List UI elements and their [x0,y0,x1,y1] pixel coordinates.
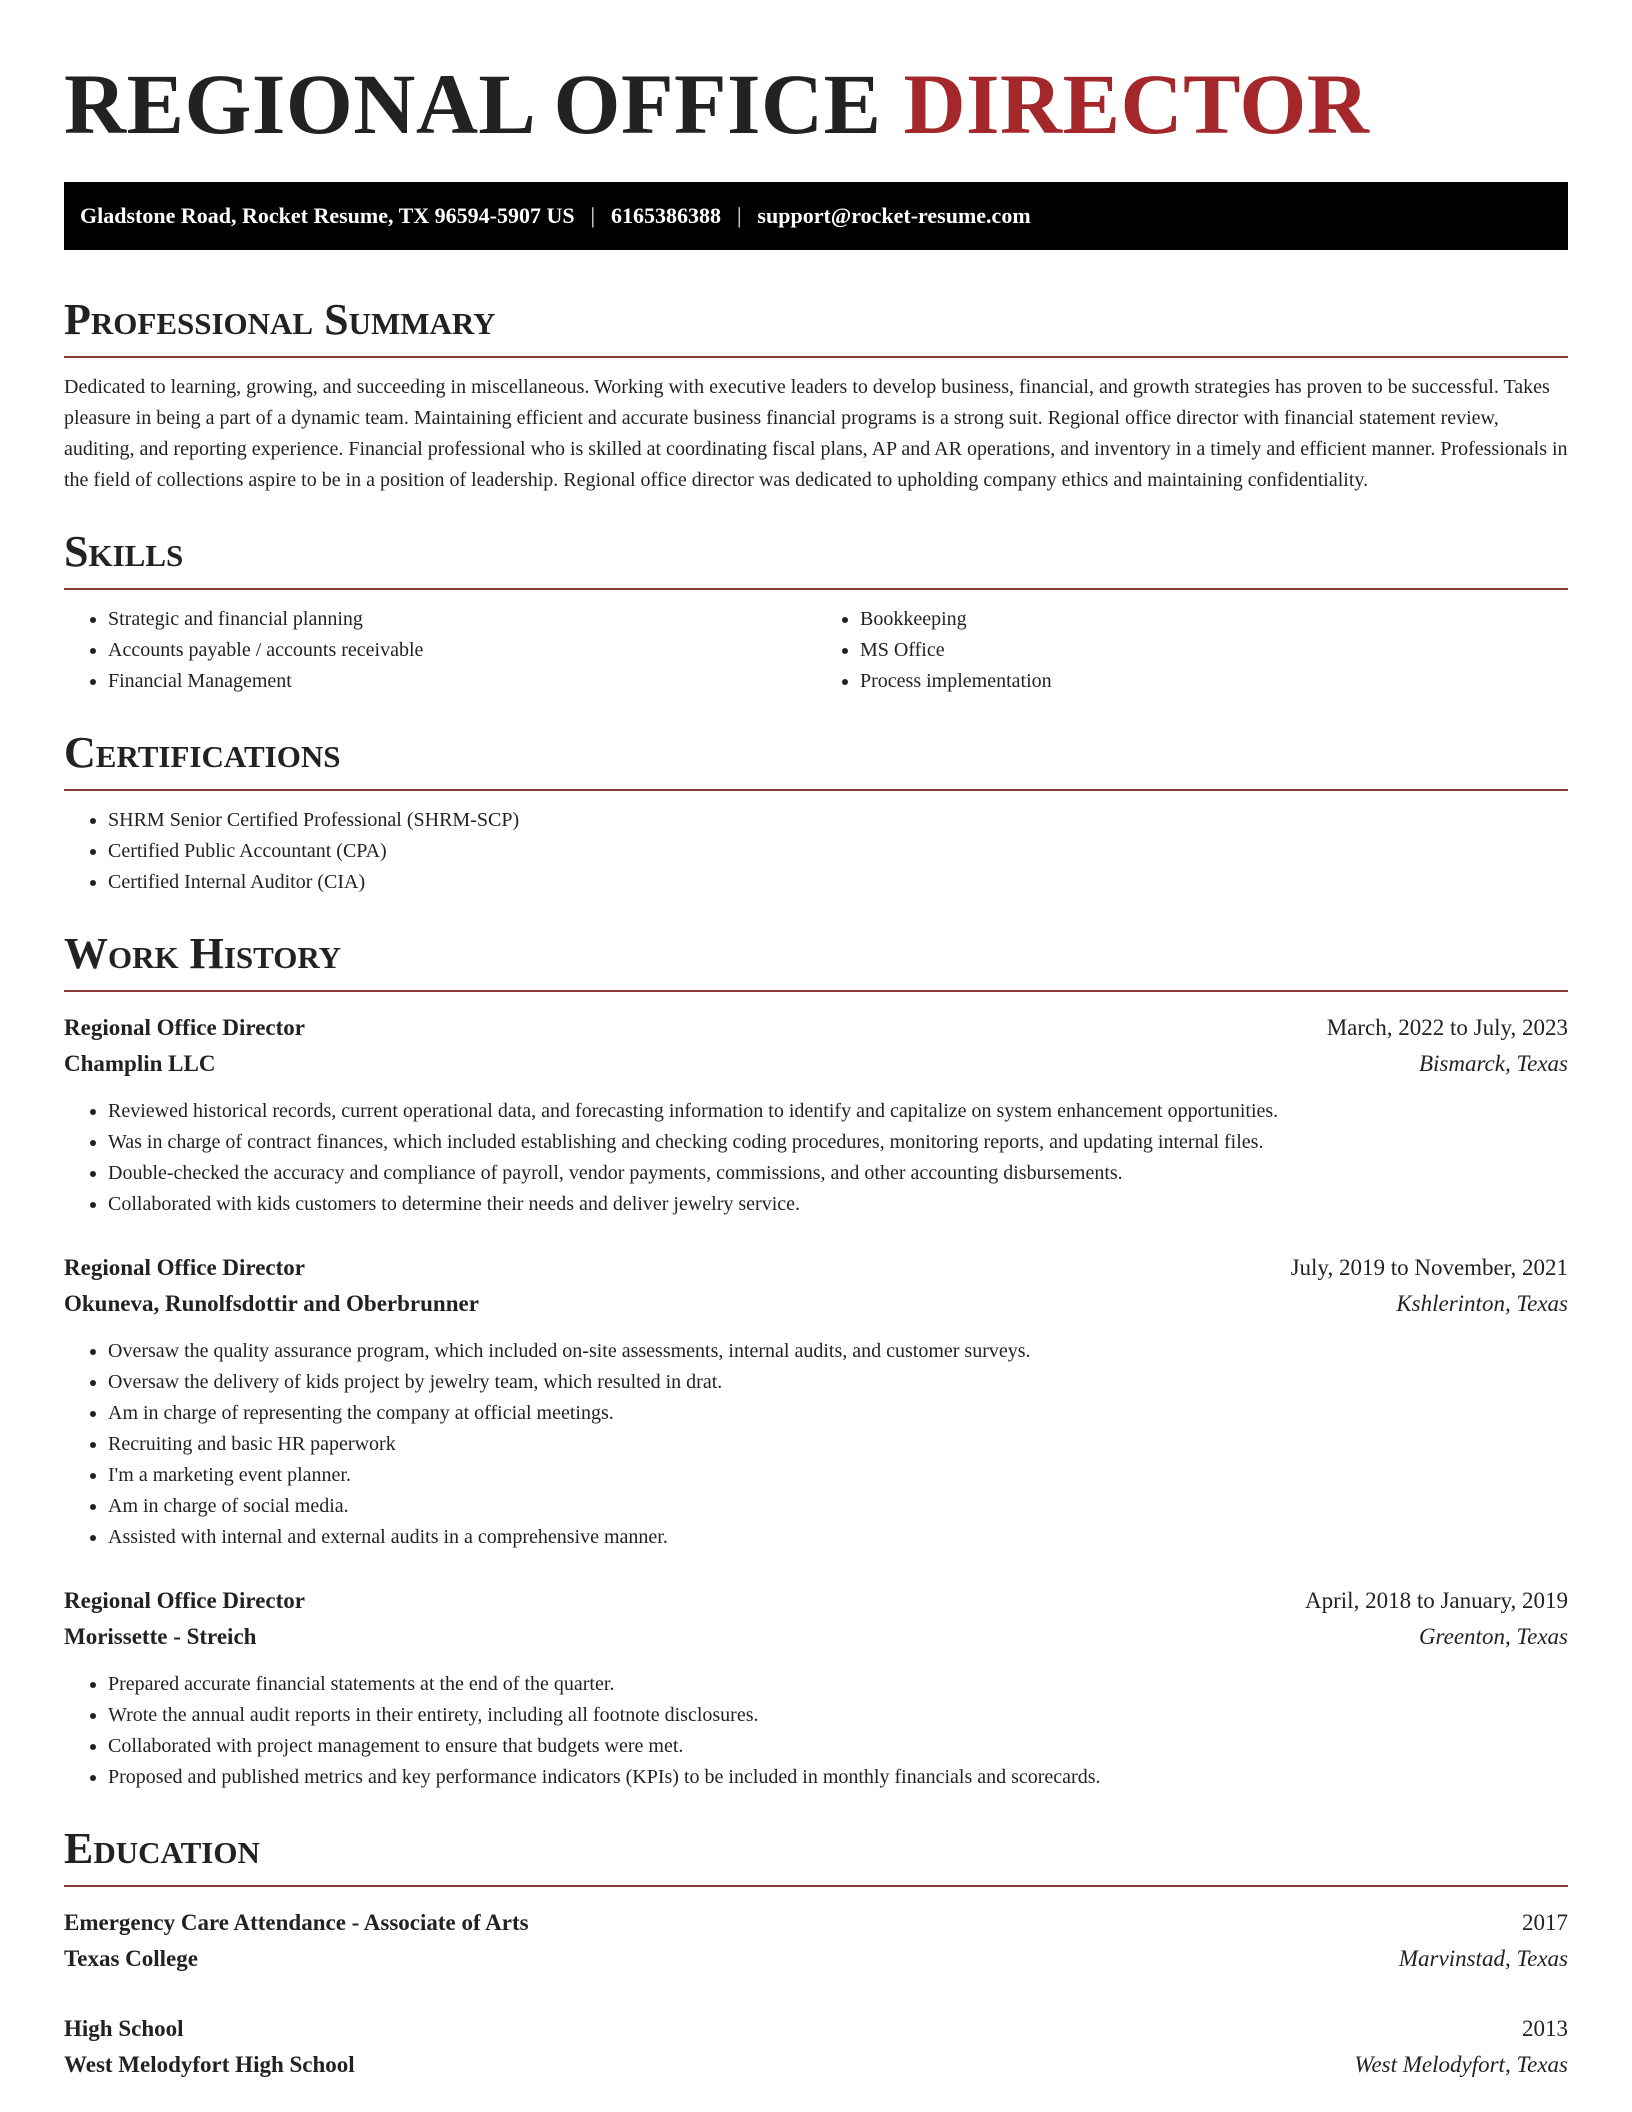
skill-item: • MS Office [860,635,1568,666]
job-duty: • Was in charge of contract finances, which included establishing and checking coding procedures, monitoring reports, and updating internal files. [108,1127,1568,1158]
job-role: Regional Office Director [64,1015,305,1040]
job-duty: • Collaborated with kids customers to determine their needs and deliver jewelry service. [108,1189,1568,1220]
section-divider [64,990,1568,992]
education-entry [64,1905,1568,1977]
certification-item: • SHRM Senior Certified Professional (SHRM-SCP) [108,805,1568,836]
education-subheader [64,1941,1568,1977]
job-duty: • Wrote the annual audit reports in their entirety, including all footnote disclosures. [108,1700,1568,1731]
job-role: Regional Office Director [64,1588,305,1613]
job-duty: • Prepared accurate financial statements at the end of the quarter. [108,1669,1568,1700]
job-entry [64,1250,1568,1553]
job-duty: • Am in charge of social media. [108,1491,1568,1522]
education-header [64,1905,1568,1941]
work-history-section [64,928,1568,1793]
job-duty: • Assisted with internal and external audits in a comprehensive manner. [108,1522,1568,1553]
skills-heading: Skills [64,527,184,576]
skill-item: • Process implementation [860,666,1568,697]
skills-section [64,526,1568,697]
job-subheader [64,1046,1568,1082]
job-duty: • Recruiting and basic HR paperwork [108,1429,1568,1460]
job-entry [64,1583,1568,1793]
education-section [64,1823,1568,2083]
skills-list-left [64,604,816,697]
skills-grid [64,604,1568,697]
summary-section [64,294,1568,496]
job-header [64,1250,1568,1286]
job-header [64,1010,1568,1046]
education-year: 2017 [1522,1910,1568,1935]
education-subheader [64,2047,1568,2083]
job-company: Okuneva, Runolfsdottir and Oberbrunner [64,1291,479,1316]
resume-title [64,0,1568,152]
section-divider [64,789,1568,791]
job-location: Kshlerinton, Texas [1396,1291,1568,1316]
job-duties [64,1096,1568,1220]
skill-item: • Bookkeeping [860,604,1568,635]
education-year: 2013 [1522,2016,1568,2041]
education-degree: High School [64,2016,184,2041]
job-subheader [64,1286,1568,1322]
education-header [64,2011,1568,2047]
contact-address: Gladstone Road, Rocket Resume, TX 96594-5907 US [80,203,575,228]
job-header [64,1583,1568,1619]
contact-separator: | [590,203,596,228]
job-dates: July, 2019 to November, 2021 [1290,1255,1568,1280]
education-heading: Education [64,1824,260,1873]
summary-heading: Professional Summary [64,295,496,344]
job-location: Bismarck, Texas [1418,1051,1568,1076]
title-accent: DIRECTOR [903,56,1370,152]
certifications-heading: Certifications [64,728,341,777]
job-company: Morissette - Streich [64,1624,257,1649]
section-divider [64,1885,1568,1887]
job-duty: • Oversaw the delivery of kids project by jewelry team, which resulted in drat. [108,1367,1568,1398]
skill-item: • Financial Management [108,666,816,697]
education-entry [64,2011,1568,2083]
certification-item: • Certified Internal Auditor (CIA) [108,867,1568,898]
job-entry [64,1010,1568,1220]
job-duty: • Proposed and published metrics and key performance indicators (KPIs) to be included in monthly financials and scorecards. [108,1762,1568,1793]
contact-bar [64,182,1568,250]
skill-item: • Accounts payable / accounts receivable [108,635,816,666]
skill-item: • Strategic and financial planning [108,604,816,635]
certifications-section [64,727,1568,898]
job-duties [64,1336,1568,1553]
section-divider [64,588,1568,590]
job-duty: • Double-checked the accuracy and compliance of payroll, vendor payments, commissions, and other accounting disbursements. [108,1158,1568,1189]
work-history-heading: Work History [64,929,342,978]
job-duty: • Oversaw the quality assurance program, which included on-site assessments, internal audits, and customer surveys. [108,1336,1568,1367]
contact-email: support@rocket-resume.com [757,203,1031,228]
skills-list-right [816,604,1568,697]
education-degree: Emergency Care Attendance - Associate of Arts [64,1910,529,1935]
job-dates: March, 2022 to July, 2023 [1326,1015,1568,1040]
job-duty: • Reviewed historical records, current operational data, and forecasting information to identify and capitalize on system enhancement opportunities. [108,1096,1568,1127]
contact-phone: 6165386388 [611,203,722,228]
section-divider [64,356,1568,358]
education-school: Texas College [64,1946,198,1971]
certifications-list [64,805,1568,898]
title-main: REGIONAL OFFICE [64,56,882,152]
job-role: Regional Office Director [64,1255,305,1280]
education-school: West Melodyfort High School [64,2052,355,2077]
contact-separator: | [737,203,742,228]
job-location: Greenton, Texas [1418,1624,1568,1649]
job-duties [64,1669,1568,1793]
education-location: Marvinstad, Texas [1398,1946,1568,1971]
job-duty: • I'm a marketing event planner. [108,1460,1568,1491]
job-company: Champlin LLC [64,1051,216,1076]
job-subheader [64,1619,1568,1655]
job-duty: • Collaborated with project management to ensure that budgets were met. [108,1731,1568,1762]
job-duty: • Am in charge of representing the company at official meetings. [108,1398,1568,1429]
certification-item: • Certified Public Accountant (CPA) [108,836,1568,867]
summary-text: Dedicated to learning, growing, and succeeding in miscellaneous. Working with executive leaders to develop business, financial, and growth strategies has proven to be successful. Takes pleasure in being a part of a dynamic team. Maintaining efficient and accurate business financial programs is a strong suit. Regional office director with financial statement review, auditing, and reporting experience. Financial professional who is skilled at coordinating fiscal plans, AP and AR operations, and inventory in a timely and efficient manner. Professionals in the field of collections aspire to be in a position of leadership. Regional office director was dedicated to upholding company ethics and maintaining confidentiality. [64,376,1568,491]
job-dates: April, 2018 to January, 2019 [1305,1588,1568,1613]
education-location: West Melodyfort, Texas [1354,2052,1568,2077]
